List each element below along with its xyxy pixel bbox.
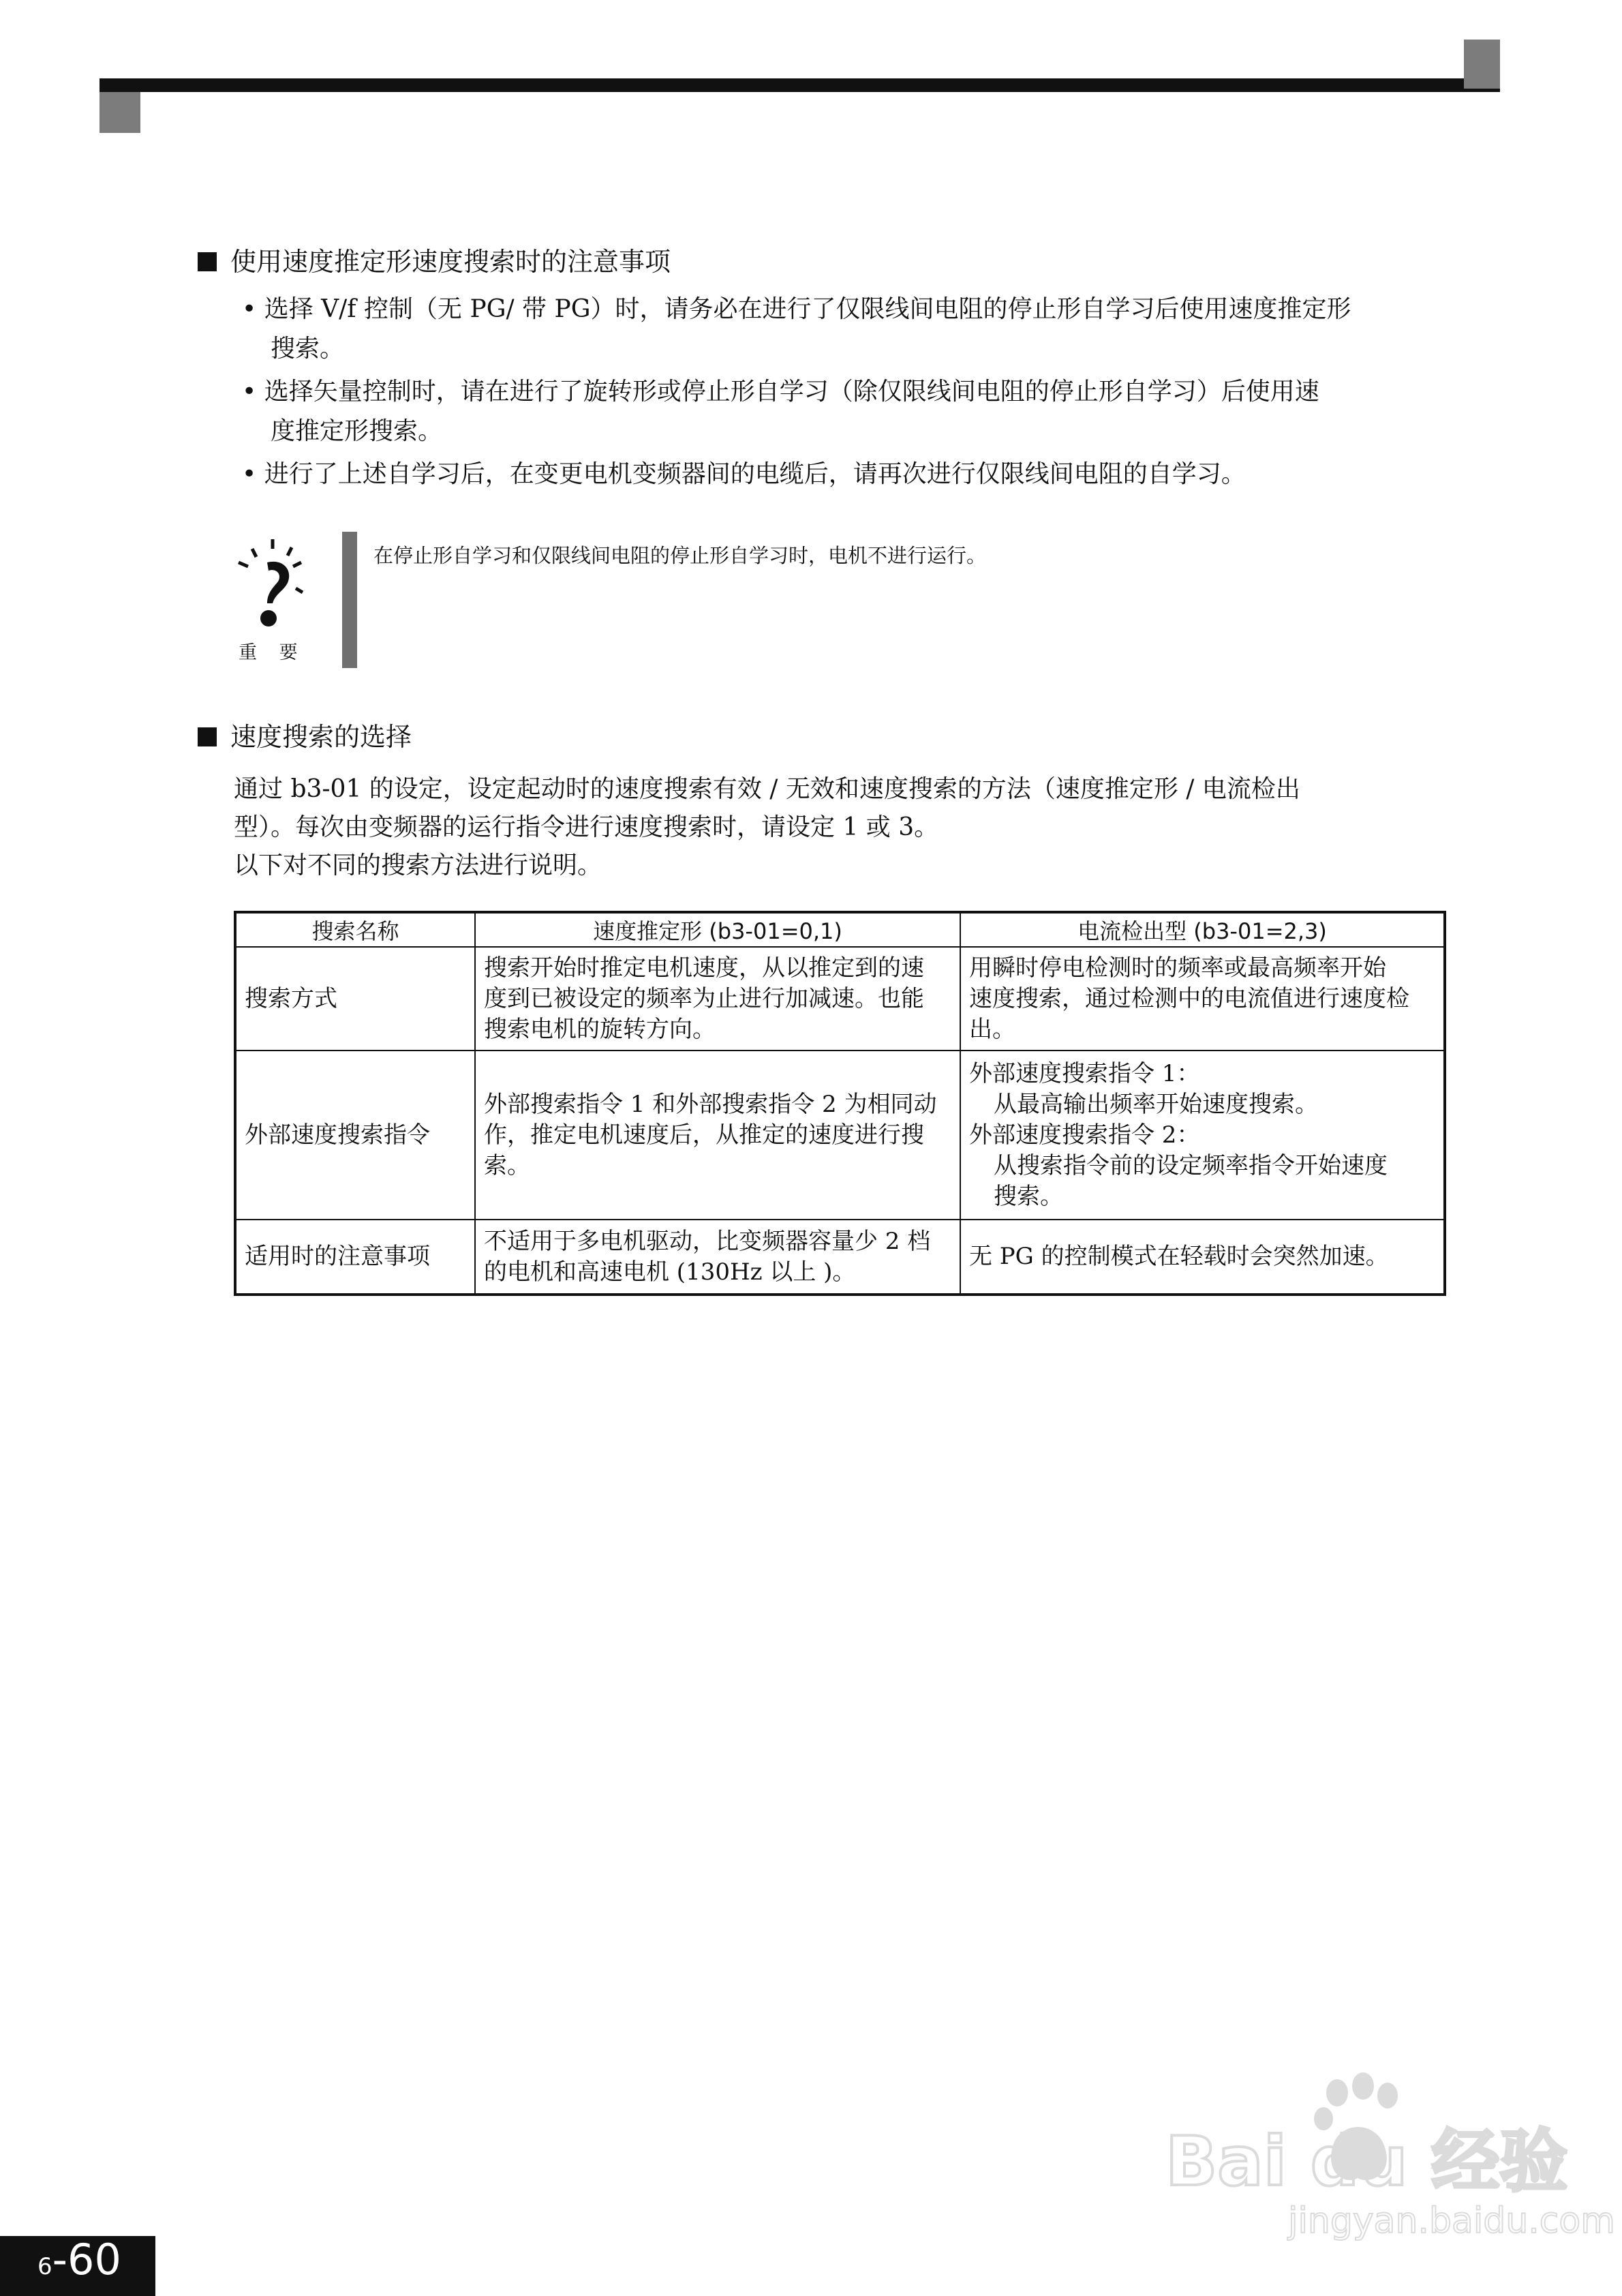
note-side-bar — [342, 532, 357, 668]
note-text: 在停止形自学习和仅限线间电阻的停止形自学习时，电机不进行运行。 — [373, 544, 987, 567]
page-index: -60 — [52, 2235, 121, 2284]
table-row — [235, 1220, 1445, 1295]
heading-square-icon — [198, 727, 217, 746]
bullet-1-line2: 搜索。 — [271, 335, 345, 363]
section2-para-line2: 型）。每次由变频器的运行指令进行速度搜索时，请设定 1 或 3。 — [234, 813, 939, 841]
heading-square-icon — [198, 252, 217, 271]
header-corner-block-right — [1464, 40, 1500, 89]
section1-heading: 使用速度推定形速度搜索时的注意事项 — [198, 245, 671, 278]
table-row — [235, 1051, 1445, 1220]
table-cell: 外部速度搜索指令 1： 从最高输出频率开始速度搜索。 外部速度搜索指令 2： 从搜索指令前的设定频率指令开始速度 搜索。 — [960, 1051, 1445, 1220]
table-header-cell: 速度推定形 (b3-01=0,1) — [475, 912, 960, 947]
table-cell: 搜索开始时推定电机速度，从以推定到的速 度到已被设定的频率为止进行加减速。也能 搜索电机的旋转方向。 — [475, 947, 960, 1051]
section2-para-line3: 以下对不同的搜索方法进行说明。 — [234, 851, 602, 879]
search-method-table — [234, 911, 1446, 1296]
table-row-name: 外部速度搜索指令 — [235, 1051, 475, 1220]
important-exclamation-icon — [225, 535, 313, 637]
bullet-dot-icon: • — [242, 460, 264, 488]
watermark-url: jingyan.baidu.com — [1288, 2201, 1615, 2241]
bullet-dot-icon: • — [242, 378, 264, 406]
bullet-1-line1: • 选择 V/f 控制（无 PG/ 带 PG）时，请务必在进行了仅限线间电阻的停止形自学习后使用速度推定形 — [242, 295, 1351, 323]
table-row-name: 搜索方式 — [235, 947, 475, 1051]
header-rule — [100, 78, 1500, 92]
section2-para-line1: 通过 b3-01 的设定，设定起动时的速度搜索有效 / 无效和速度搜索的方法（速度推定形 / 电流检出 — [234, 775, 1300, 803]
table-row — [235, 947, 1445, 1051]
bullet-dot-icon: • — [242, 295, 264, 323]
table-cell: 外部搜索指令 1 和外部搜索指令 2 为相同动 作，推定电机速度后，从推定的速度进行搜 索。 — [475, 1051, 960, 1220]
table-header-cell: 搜索名称 — [235, 912, 475, 947]
header-corner-block-left — [100, 92, 140, 133]
section2-heading: 速度搜索的选择 — [198, 721, 412, 753]
bullet-2-line1: • 选择矢量控制时，请在进行了旋转形或停止形自学习（除仅限线间电阻的停止形自学习）后使用速 — [242, 378, 1319, 406]
bullet-3-line1: • 进行了上述自学习后，在变更电机变频器间的电缆后，请再次进行仅限线间电阻的自学习。 — [242, 460, 1246, 488]
important-label: 重 要 — [239, 642, 306, 663]
watermark-brand: Bai du 经验 — [1165, 2121, 1568, 2201]
table-cell: 用瞬时停电检测时的频率或最高频率开始 速度搜索，通过检测中的电流值进行速度检 出。 — [960, 947, 1445, 1051]
bullet-2-line2: 度推定形搜索。 — [271, 417, 443, 445]
baidu-watermark-logo — [1159, 2066, 1615, 2243]
chapter-number: 6 — [37, 2253, 52, 2280]
table-row-name: 适用时的注意事项 — [235, 1220, 475, 1295]
page-number — [37, 2235, 121, 2284]
table-header-cell: 电流检出型 (b3-01=2,3) — [960, 912, 1445, 947]
table-header-row — [235, 912, 1445, 947]
table-cell: 不适用于多电机驱动，比变频器容量少 2 档 的电机和高速电机 (130Hz 以上 )。 — [475, 1220, 960, 1295]
table-cell: 无 PG 的控制模式在轻载时会突然加速。 — [960, 1220, 1445, 1295]
